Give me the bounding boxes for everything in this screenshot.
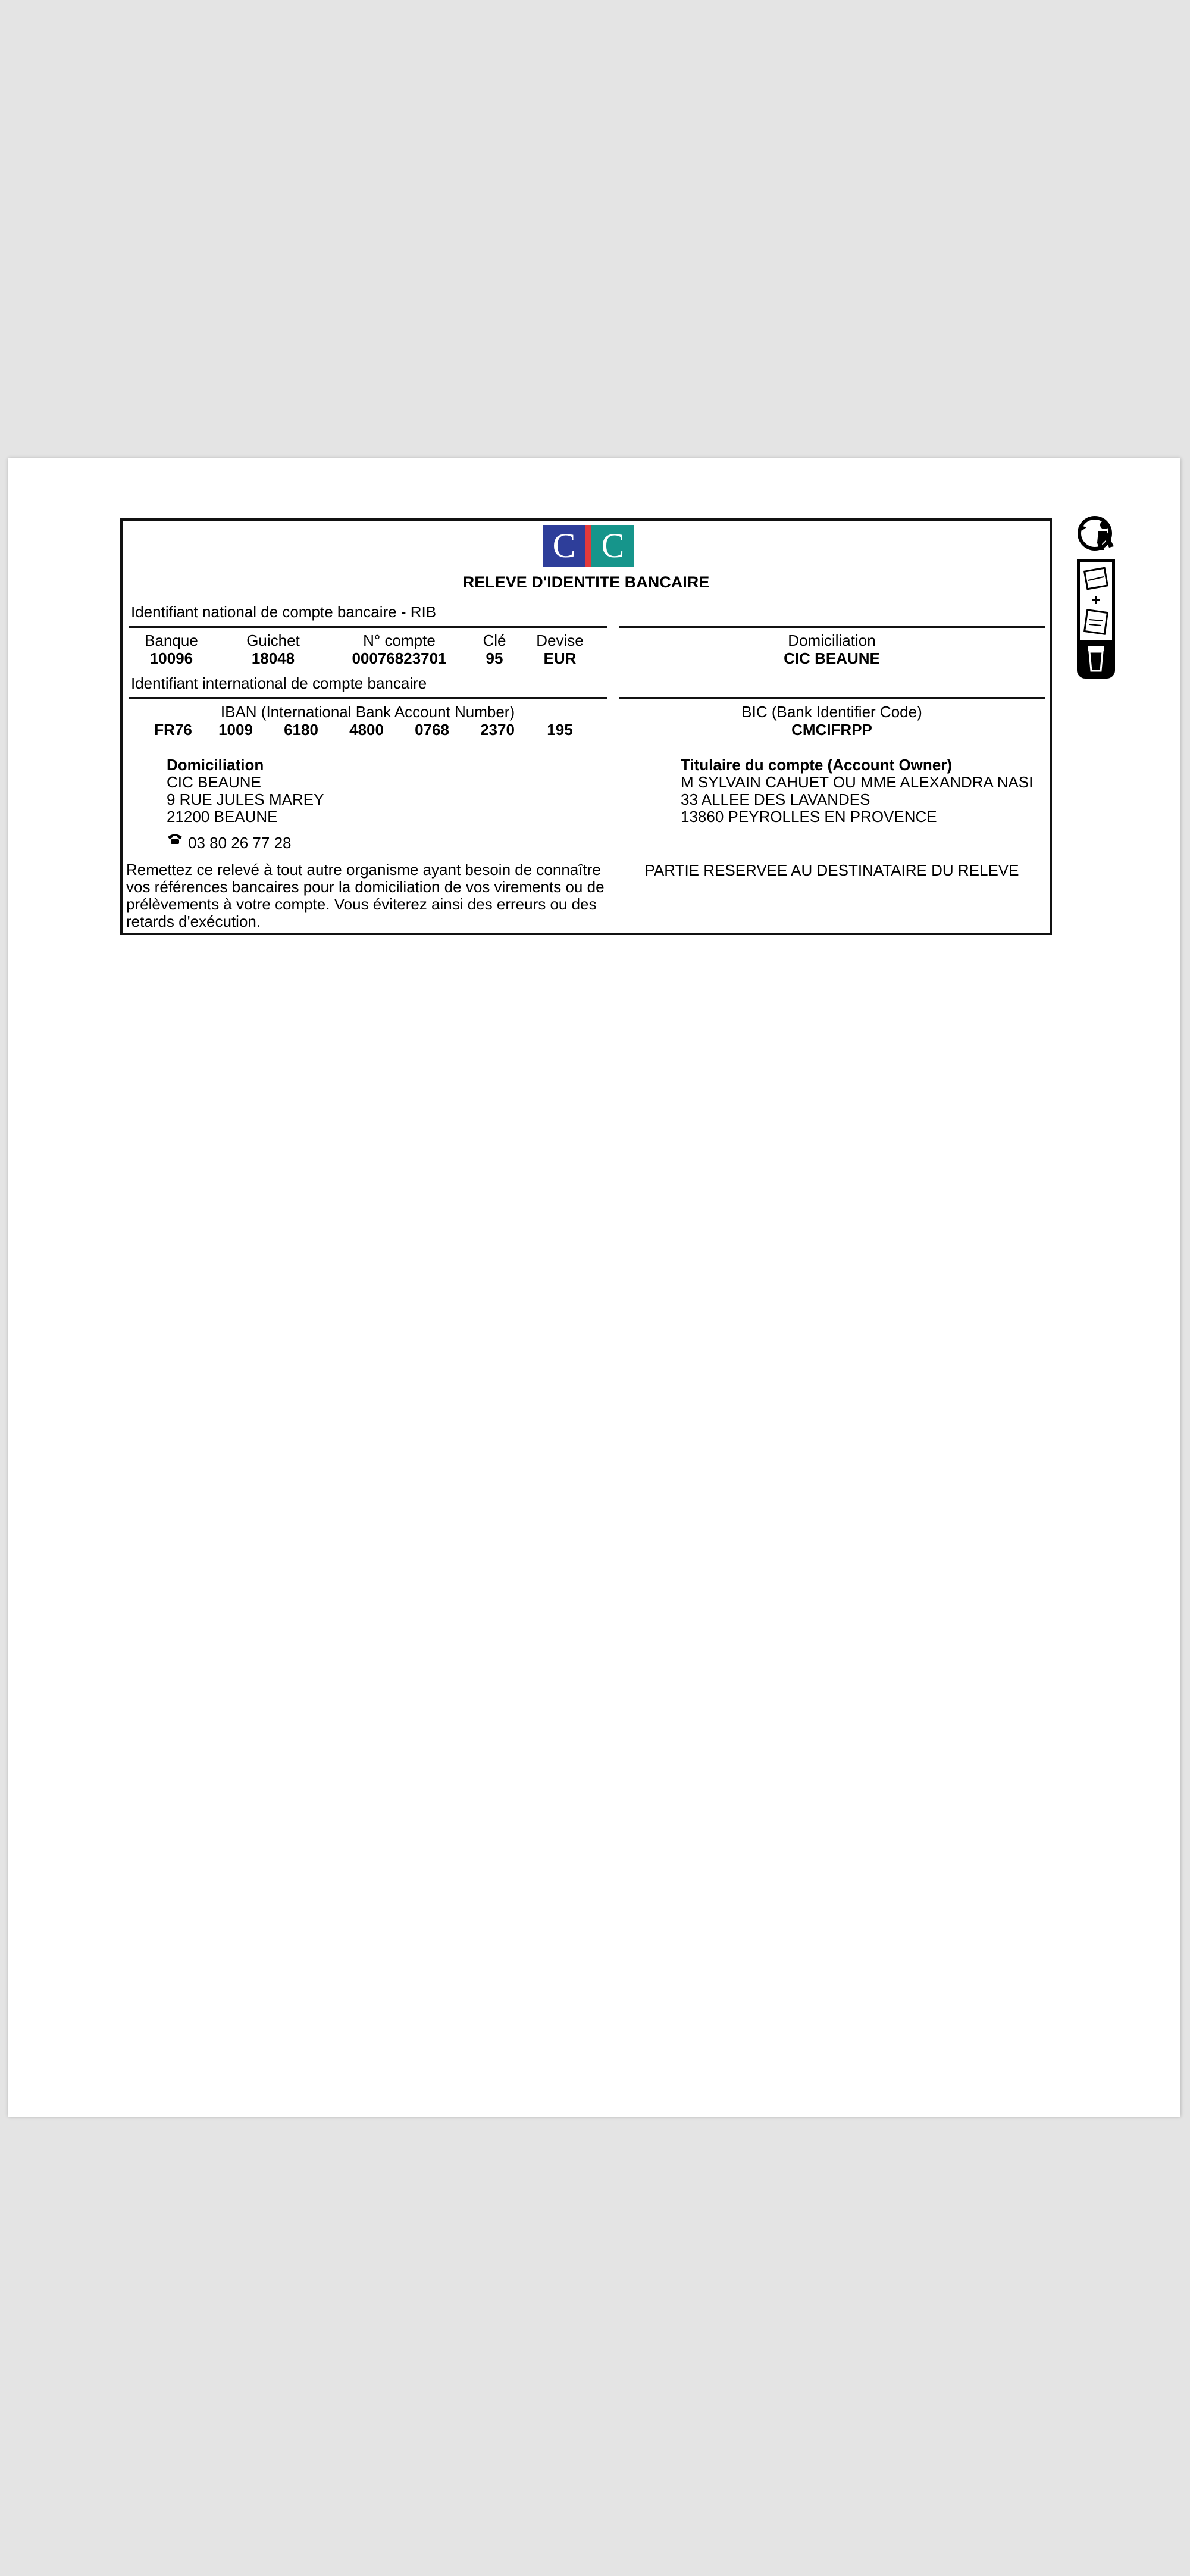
rib-header-devise: Devise xyxy=(536,632,584,649)
rib-value-cle: 95 xyxy=(486,649,503,667)
reserved-section: PARTIE RESERVEE AU DESTINATAIRE DU RELEVE xyxy=(644,861,1019,879)
document-title: RELEVE D'IDENTITE BANCAIRE xyxy=(462,573,710,591)
notice-paragraph xyxy=(126,861,620,930)
rib-header-cle: Clé xyxy=(483,632,506,649)
domiciliation-label: Domiciliation xyxy=(788,632,876,649)
notice-line: retards d'exécution. xyxy=(126,912,261,930)
phone-icon xyxy=(167,833,183,845)
iban-section-label: Identifiant international de compte bancaire xyxy=(131,674,427,692)
rib-value-compte: 00076823701 xyxy=(352,649,447,667)
logo-letter-c: C xyxy=(543,525,585,567)
logo-bar xyxy=(585,525,591,567)
iban-divider xyxy=(129,697,607,699)
iban-group: 1009 xyxy=(218,721,253,739)
bic-divider xyxy=(619,697,1045,699)
logo-letter-c: C xyxy=(591,525,634,567)
owner-line: M SYLVAIN CAHUET OU MME ALEXANDRA NASI xyxy=(681,773,1034,791)
recycling-icons xyxy=(1077,513,1125,679)
document-page xyxy=(8,458,1180,2117)
notice-line: Remettez ce relevé à tout autre organisme ayant besoin de connaître xyxy=(126,861,601,879)
rib-header-banque: Banque xyxy=(145,632,198,649)
iban-group: 4800 xyxy=(349,721,384,739)
iban-group: 2370 xyxy=(480,721,515,739)
bic-label: BIC (Bank Identifier Code) xyxy=(741,703,922,721)
branch-line: 9 RUE JULES MAREY xyxy=(167,790,324,808)
cic-logo xyxy=(543,525,634,567)
branch-phone: 03 80 26 77 28 xyxy=(188,834,292,852)
branch-heading: Domiciliation xyxy=(167,756,264,774)
rib-value-banque: 10096 xyxy=(149,649,193,667)
rib-value-guichet: 18048 xyxy=(251,649,295,667)
owner-line: 13860 PEYROLLES EN PROVENCE xyxy=(681,808,937,826)
owner-line: 33 ALLEE DES LAVANDES xyxy=(681,790,870,808)
branch-line: 21200 BEAUNE xyxy=(167,808,278,826)
domiciliation-divider xyxy=(619,626,1045,628)
notice-line: prélèvements à votre compte. Vous éviterez ainsi des erreurs ou des xyxy=(126,895,597,913)
rib-header-guichet: Guichet xyxy=(246,632,300,649)
branch-line: CIC BEAUNE xyxy=(167,773,261,791)
iban-group: FR76 xyxy=(154,721,192,739)
owner-heading: Titulaire du compte (Account Owner) xyxy=(681,756,953,774)
iban-group: 0768 xyxy=(415,721,449,739)
envelope-paper-icon xyxy=(1077,559,1115,679)
rib-section-label: Identifiant national de compte bancaire - RIB xyxy=(131,603,437,621)
bic-value: CMCIFRPP xyxy=(791,721,872,739)
notice-line: vos références bancaires pour la domiciliation de vos virements ou de xyxy=(126,878,605,896)
rib-divider xyxy=(129,626,607,628)
rib-card xyxy=(120,518,1052,935)
rib-value-devise: EUR xyxy=(543,649,577,667)
recycle-person-icon xyxy=(1077,513,1117,554)
domiciliation-value: CIC BEAUNE xyxy=(784,649,880,667)
rib-header-compte: N° compte xyxy=(363,632,436,649)
svg-text:+: + xyxy=(1091,591,1101,609)
iban-group: 6180 xyxy=(284,721,318,739)
iban-group: 195 xyxy=(547,721,573,739)
iban-label: IBAN (International Bank Account Number) xyxy=(220,703,515,721)
